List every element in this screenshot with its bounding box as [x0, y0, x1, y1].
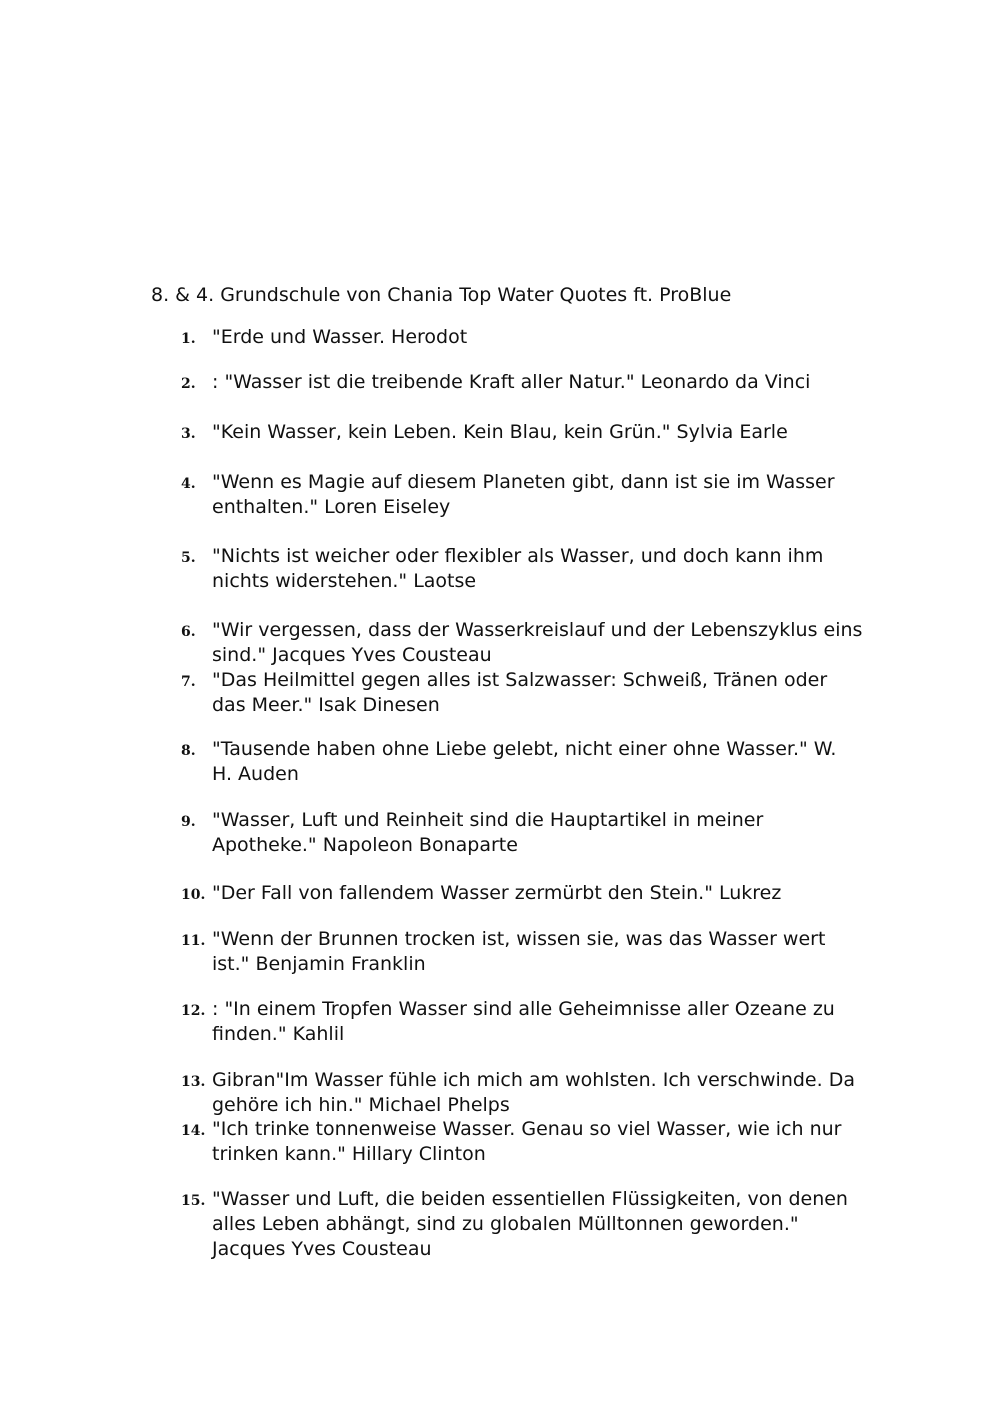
quote-number: 15. [181, 1193, 206, 1209]
quote-number: 9. [181, 814, 196, 830]
quote-item [181, 470, 861, 520]
quote-line: ist." Benjamin Franklin [212, 953, 426, 975]
quote-line: "Wasser, Luft und Reinheit sind die Hauptartikel in meiner [212, 809, 764, 831]
quote-line: "Wir vergessen, dass der Wasserkreislauf und der Lebenszyklus eins [212, 619, 863, 641]
quote-text [212, 881, 861, 906]
quote-number: 3. [181, 426, 196, 442]
quote-line: Apotheke." Napoleon Bonaparte [212, 834, 518, 856]
quote-text [212, 927, 861, 977]
quote-line: alles Leben abhängt, sind zu globalen Mülltonnen geworden." [212, 1213, 799, 1235]
quote-line: Jacques Yves Cousteau [212, 1238, 432, 1260]
quote-line: nichts widerstehen." Laotse [212, 570, 477, 592]
quote-number: 2. [181, 376, 196, 392]
quote-line: finden." Kahlil [212, 1023, 345, 1045]
quote-line: Gibran"Im Wasser fühle ich mich am wohlsten. Ich verschwinde. Da [212, 1069, 855, 1091]
quote-line: das Meer." Isak Dinesen [212, 694, 440, 716]
quote-line: "Ich trinke tonnenweise Wasser. Genau so viel Wasser, wie ich nur [212, 1118, 842, 1140]
quote-item [181, 997, 861, 1047]
quote-item [181, 737, 861, 787]
quote-item [181, 1187, 861, 1262]
quote-item [181, 370, 861, 395]
quote-line: "Das Heilmittel gegen alles ist Salzwasser: Schweiß, Tränen oder [212, 669, 828, 691]
quote-line: : "In einem Tropfen Wasser sind alle Geheimnisse aller Ozeane zu [212, 998, 835, 1020]
quote-number: 12. [181, 1003, 206, 1019]
quote-number: 14. [181, 1123, 206, 1139]
quote-line: trinken kann." Hillary Clinton [212, 1143, 486, 1165]
quote-text [212, 1187, 861, 1262]
quote-text [212, 997, 861, 1047]
quote-line: "Tausende haben ohne Liebe gelebt, nicht einer ohne Wasser." W. [212, 738, 837, 760]
quote-item [181, 1068, 861, 1118]
quote-line: "Kein Wasser, kein Leben. Kein Blau, kein Grün." Sylvia Earle [212, 421, 788, 443]
quote-text [212, 370, 861, 395]
quote-number: 5. [181, 550, 196, 566]
quote-line: "Wasser und Luft, die beiden essentiellen Flüssigkeiten, von denen [212, 1188, 848, 1210]
quote-item [181, 544, 861, 594]
quote-line: "Wenn es Magie auf diesem Planeten gibt, dann ist sie im Wasser [212, 471, 835, 493]
quote-text [212, 1068, 861, 1118]
quote-text [212, 470, 861, 520]
quote-number: 10. [181, 887, 206, 903]
quote-text [212, 420, 861, 445]
quote-text [212, 618, 861, 668]
quote-number: 8. [181, 743, 196, 759]
quote-line: "Nichts ist weicher oder flexibler als Wasser, und doch kann ihm [212, 545, 824, 567]
quote-text [212, 668, 861, 718]
quote-item [181, 927, 861, 977]
quote-item [181, 881, 861, 906]
quote-number: 7. [181, 674, 196, 690]
quote-number: 11. [181, 933, 206, 949]
quote-line: "Wenn der Brunnen trocken ist, wissen sie, was das Wasser wert [212, 928, 826, 950]
quote-text [212, 1117, 861, 1167]
quote-item [181, 668, 861, 718]
quote-line: "Der Fall von fallendem Wasser zermürbt den Stein." Lukrez [212, 882, 782, 904]
quote-number: 13. [181, 1074, 206, 1090]
quote-number: 1. [181, 331, 196, 347]
quote-line: : "Wasser ist die treibende Kraft aller Natur." Leonardo da Vinci [212, 371, 811, 393]
quote-text [212, 808, 861, 858]
quote-line: enthalten." Loren Eiseley [212, 496, 451, 518]
quote-item [181, 808, 861, 858]
quote-item [181, 1117, 861, 1167]
quote-item [181, 618, 861, 668]
quote-number: 6. [181, 624, 196, 640]
quote-text [212, 544, 861, 594]
quote-line: "Erde und Wasser. Herodot [212, 326, 468, 348]
document-title: 8. & 4. Grundschule von Chania Top Water Quotes ft. ProBlue [151, 284, 732, 306]
quote-number: 4. [181, 476, 196, 492]
quote-line: gehöre ich hin." Michael Phelps [212, 1094, 510, 1116]
quote-line: sind." Jacques Yves Cousteau [212, 644, 492, 666]
quote-line: H. Auden [212, 763, 299, 785]
quote-text [212, 737, 861, 787]
quote-item [181, 325, 861, 350]
quote-text [212, 325, 861, 350]
quote-item [181, 420, 861, 445]
